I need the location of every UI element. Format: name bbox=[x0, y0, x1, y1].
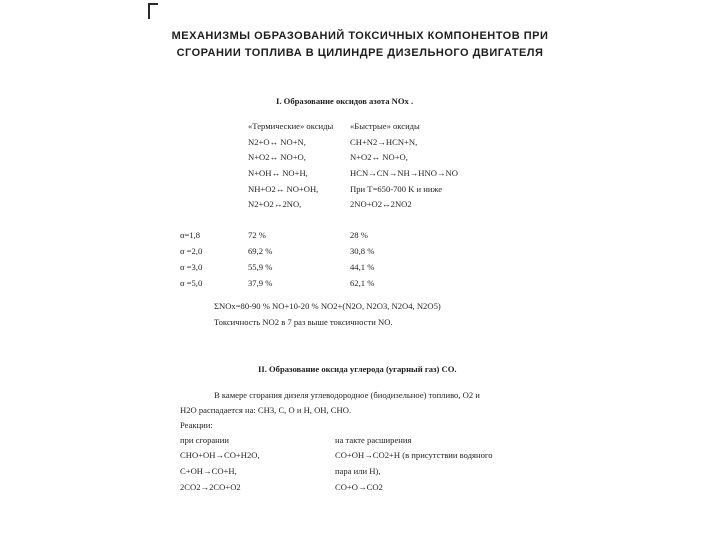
intro-paragraph-line2: H2O распадается на: CH3, C, O и H, OH, CHO. bbox=[180, 405, 352, 415]
fast-percent: 62,1 % bbox=[350, 278, 375, 288]
alpha-value: α=1,8 bbox=[180, 230, 201, 240]
expansion-reaction: CO+O→CO2 bbox=[335, 482, 383, 492]
fast-oxides-header: «Быстрые» оксиды bbox=[350, 121, 420, 131]
fast-reaction: N+O2↔ NO+O, bbox=[350, 152, 408, 162]
fast-reaction: При T=650-700 K и ниже bbox=[350, 184, 443, 194]
document-title-line1: МЕХАНИЗМЫ ОБРАЗОВАНИЙ ТОКСИЧНЫХ КОМПОНЕНТОВ ПРИ bbox=[171, 30, 549, 42]
nox-sum-line: ΣNOx=80-90 % NO+10-20 % NO2+(N2O, N2O3, N2O4, N2O5) bbox=[214, 301, 441, 311]
thermal-reaction: N2+O2↔2NO, bbox=[248, 199, 302, 209]
thermal-percent: 69,2 % bbox=[248, 246, 273, 256]
alpha-value: α =3,0 bbox=[180, 262, 203, 272]
thermal-reaction: NH+O2↔ NO+OH, bbox=[248, 184, 319, 194]
reactions-label: Реакции: bbox=[180, 420, 213, 430]
thermal-reaction: N+OH↔ NO+H, bbox=[248, 168, 308, 178]
combustion-column-header: при сгорании bbox=[180, 435, 229, 445]
fast-reaction: CH+N2→HCN+N, bbox=[350, 137, 418, 147]
thermal-reaction: N2+O↔ NO+N, bbox=[248, 137, 306, 147]
fast-reaction: 2NO+O2↔2NO2 bbox=[350, 199, 412, 209]
toxicity-line: Токсичность NO2 в 7 раз выше токсичности NO. bbox=[214, 317, 393, 327]
thermal-percent: 72 % bbox=[248, 230, 266, 240]
fast-percent: 30,8 % bbox=[350, 246, 375, 256]
thermal-oxides-header: «Термические» оксиды bbox=[248, 121, 334, 131]
combustion-reaction: CHO+OH→CO+H2O, bbox=[180, 450, 260, 460]
expansion-column-header: на такте расширения bbox=[335, 435, 412, 445]
expansion-reaction: CO+OH→CO2+H (в присутствии водяного bbox=[335, 450, 493, 460]
document-title-line2: СГОРАНИИ ТОПЛИВА В ЦИЛИНДРЕ ДИЗЕЛЬНОГО ДВИГАТЕЛЯ bbox=[176, 47, 544, 59]
fast-percent: 28 % bbox=[350, 230, 368, 240]
section1-heading: I. Образование оксидов азота NOx . bbox=[276, 96, 414, 106]
section2-heading: II. Образование оксида углерода (угарный газ) CO. bbox=[258, 364, 457, 374]
combustion-reaction: C+OH→CO+H, bbox=[180, 466, 237, 476]
alpha-value: α =5,0 bbox=[180, 278, 203, 288]
thermal-percent: 55,9 % bbox=[248, 262, 273, 272]
alpha-value: α =2,0 bbox=[180, 246, 203, 256]
expansion-reaction-cont: пара или H), bbox=[335, 466, 381, 476]
scan-corner-mark-h bbox=[148, 3, 158, 5]
fast-percent: 44,1 % bbox=[350, 262, 375, 272]
intro-paragraph-line1: В камере сгорания дизеля углеводородное (биодизельное) топливо, O2 и bbox=[214, 390, 480, 400]
thermal-percent: 37,9 % bbox=[248, 278, 273, 288]
combustion-reaction: 2CO2→2CO+O2 bbox=[180, 482, 241, 492]
fast-reaction: HCN→CN→NH→HNO→NO bbox=[350, 168, 458, 178]
scan-corner-mark bbox=[148, 3, 150, 19]
thermal-reaction: N+O2↔ NO+O, bbox=[248, 152, 306, 162]
